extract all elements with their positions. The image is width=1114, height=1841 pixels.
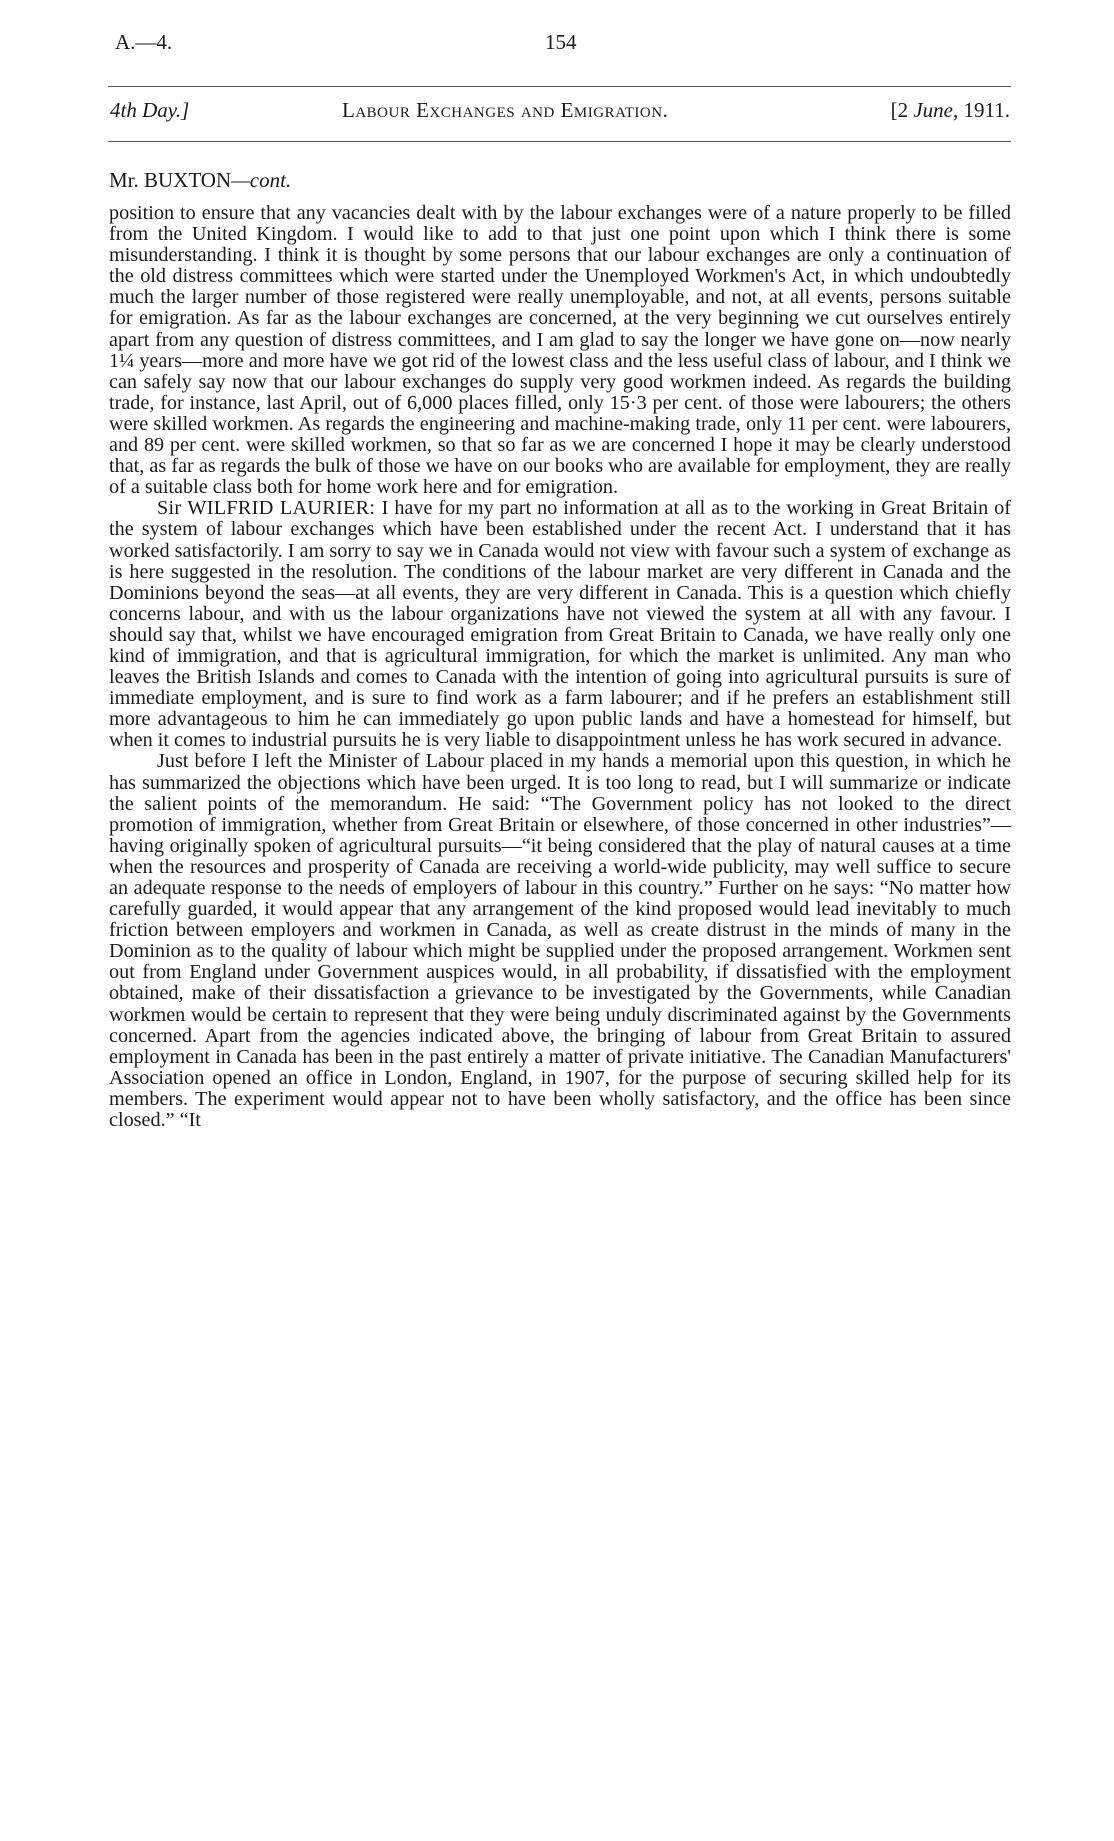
sitting-date <box>891 98 1010 123</box>
paragraph <box>109 498 1011 751</box>
paragraph-text: I have for my part no information at all as to the working in Great Britain of the system of labour exchanges which have been established under the recent Act. I understand that it has worked satisfactorily. I am sorry to say we in Canada would not view with favour such a system of exchange as is here suggested in the resolution. The conditions of the labour market are very different in Canada and the Dominions beyond the seas—at all events, they are very different in Canada. This is a question which chiefly concerns labour, and with us the labour organizations have not viewed the system at all with any favour. I should say that, whilst we have encouraged emigration from Great Britain to Canada, we have really only one kind of immigration, and that is agricultural immigration, for which the market is unlimited. Any man who leaves the British Islands and comes to Canada with the intention of going into agricultural pursuits is sure of immediate employment, and is sure to find work as a farm labourer; and if he prefers an establishment still more advantageous to him he can immediately go upon public lands and have a homestead for himself, but when it comes to industrial pursuits he is very liable to disappointment unless he has work secured in advance. <box>109 497 1011 752</box>
paragraph-speaker: Sir WILFRID LAURIER: <box>157 497 382 520</box>
paragraph-text: Just before I left the Minister of Labour placed in my hands a memorial upon this question, in which he has summarized the objections which have been urged. It is too long to read, but I will summarize or indicate the salient points of the memorandum. He said: “The Government policy has not looked to the direct promotion of immigration, whether from Great Britain or elsewhere, of those concerned in other industries”—having originally spoken of agricultural pursuits—“it being considered that the play of natural causes at a time when the resources and prosperity of Canada are receiving a world-wide publicity, may well suffice to secure an adequate response to the needs of employers of labour in this country.” Further on he says: “No matter how carefully guarded, it would appear that any arrangement of the kind proposed would lead inevitably to much friction between employers and workmen in Canada, as well as create distrust in the minds of many in the Dominion as to the quality of labour which might be supplied under the proposed arrangement. Workmen sent out from England under Government auspices would, in all probability, if dissatisfied with the employment obtained, make of their dissatisfaction a grievance to be investigated by the Governments, while Canadian workmen would be certain to represent that they were being unduly discriminated against by the Governments concerned. Apart from the agencies indicated above, the bringing of labour from Great Britain to assured employment in Canada has been in the past entirely a matter of private initiative. The Canadian Manufacturers' Association opened an office in London, England, in 1907, for the purpose of securing skilled help for its members. The experiment would appear not to have been wholly satisfactory, and the office has been since closed.” “It <box>109 750 1011 1132</box>
sitting-day: 4th Day.] <box>110 98 190 122</box>
header-rule-top <box>108 86 1011 87</box>
speaker-continuation <box>109 168 291 193</box>
speaker-name: Mr. BUXTON <box>109 168 232 192</box>
date-year: , 1911. <box>953 98 1010 122</box>
date-prefix: [2 <box>890 98 914 122</box>
section-topic: Labour Exchanges and Emigration. <box>342 98 669 122</box>
header-rule-bottom <box>108 141 1011 142</box>
running-head <box>115 30 1015 60</box>
continuation-mark: —cont. <box>231 168 292 192</box>
body-text <box>109 203 1011 1131</box>
paragraph <box>109 203 1011 498</box>
date-month: June <box>913 98 954 122</box>
page-number: 154 <box>545 30 577 54</box>
document-reference: A.—4. <box>115 30 173 54</box>
section-header <box>110 98 1010 130</box>
paragraph-text: position to ensure that any vacancies dealt with by the labour exchanges were of a nature properly to be filled from the United Kingdom. I would like to add to that just one point upon which I think there is some misunderstanding. I think it is thought by some persons that our labour exchanges are only a continuation of the old distress committees which were started under the Unemployed Workmen's Act, in which undoubtedly much the larger number of those registered were really unemployable, and not, at all events, persons suitable for emigration. As far as the labour exchanges are concerned, at the very beginning we cut ourselves entirely apart from any question of distress committees, and I am glad to say the longer we have gone on—now nearly 1¼ years—more and more have we got rid of the lowest class and the less useful class of labour, and I think we can safely say now that our labour exchanges do supply very good workmen indeed. As regards the building trade, for instance, last April, out of 6,000 places filled, only 15·3 per cent. of those were labourers; the others were skilled workmen. As regards the engineering and machine-making trade, only 11 per cent. were labourers, and 89 per cent. were skilled workmen, so that so far as we are concerned I hope it may be clearly understood that, as far as regards the bulk of those we have on our books who are available for employment, they are really of a suitable class both for home work here and for emigration. <box>109 202 1011 499</box>
paragraph <box>109 751 1011 1131</box>
